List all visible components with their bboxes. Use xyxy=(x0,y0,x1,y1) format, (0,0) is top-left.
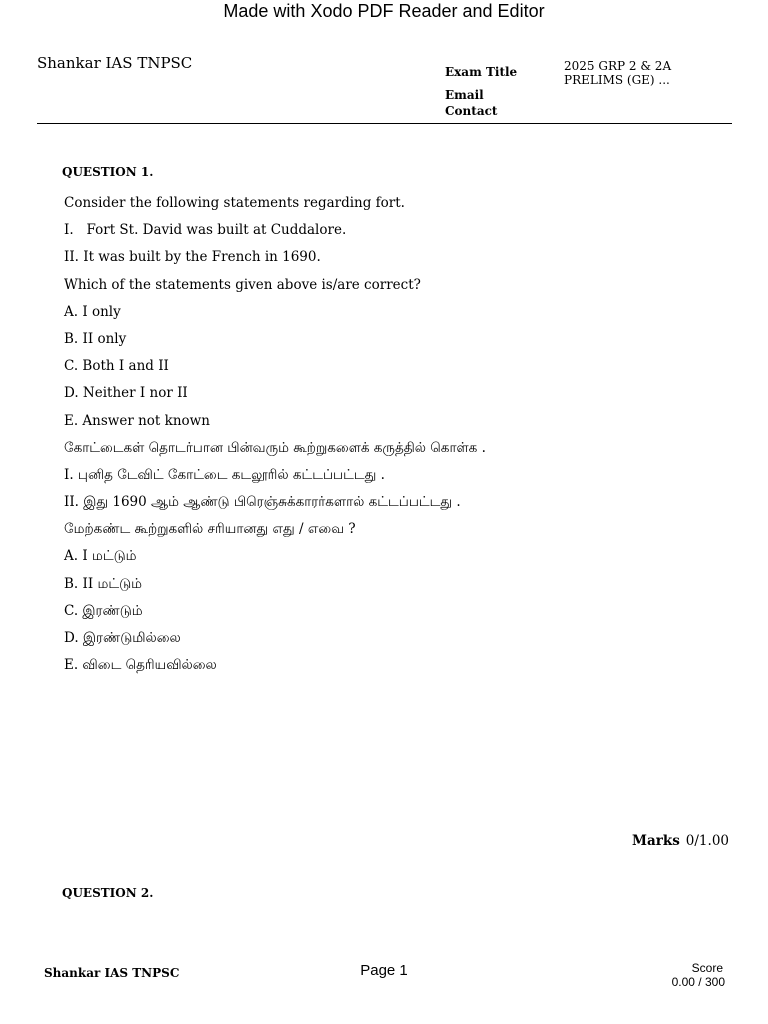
question-2-heading: QUESTION 2. xyxy=(62,886,154,900)
footer-organization: Shankar IAS TNPSC xyxy=(44,966,180,980)
question-1-tamil-option: A. I மட்டும் xyxy=(64,548,137,565)
score-block xyxy=(672,961,725,989)
question-1-tamil-option: E. விடை தெரியவில்லை xyxy=(64,657,217,674)
question-1-body xyxy=(64,192,486,681)
question-1-line: Consider the following statements regarding fort. xyxy=(64,195,405,211)
marks-value: 0/1.00 xyxy=(685,833,729,849)
score-value: 0.00 / 300 xyxy=(671,975,725,989)
question-1-tamil-line: மேற்கண்ட கூற்றுகளில் சரியானது எது / எவை ? xyxy=(64,521,356,538)
question-1-option: B. II only xyxy=(64,330,127,347)
question-1-line: I. Fort St. David was built at Cuddalore. xyxy=(64,222,347,239)
page-number: Page 1 xyxy=(360,962,408,979)
question-1-line: II. It was built by the French in 1690. xyxy=(64,249,321,266)
question-1-tamil-option: D. இரண்டுமில்லை xyxy=(64,630,181,646)
question-1-tamil-option: B. II மட்டும் xyxy=(64,575,142,592)
exam-title-value xyxy=(564,59,694,87)
question-1-marks xyxy=(632,833,729,849)
exam-title-label: Exam Title xyxy=(445,65,518,79)
header-divider xyxy=(37,123,732,124)
xodo-watermark: Made with Xodo PDF Reader and Editor xyxy=(223,1,545,21)
question-1-tamil-line: கோட்டைகள் தொடர்பான பின்வரும் கூற்றுகளைக் கருத்தில் கொள்க . xyxy=(64,439,486,456)
exam-title-value-line1: 2025 GRP 2 & 2A xyxy=(564,59,672,73)
question-1-option: A. I only xyxy=(64,303,121,320)
question-1-option: E. Answer not known xyxy=(64,412,210,429)
question-1-option: D. Neither I nor II xyxy=(64,385,188,402)
question-1-line: Which of the statements given above is/are correct? xyxy=(64,276,421,293)
email-label: Email xyxy=(445,88,484,102)
question-1-tamil-option: C. இரண்டும் xyxy=(64,602,143,619)
marks-label: Marks xyxy=(632,833,680,849)
exam-title-value-line2: PRELIMS (GE) ... xyxy=(564,73,670,87)
question-1-option: C. Both I and II xyxy=(64,358,169,375)
contact-label: Contact xyxy=(445,104,498,118)
question-1-tamil-line: I. புனித டேவிட் கோட்டை கடலூரில் கட்டப்பட்டது . xyxy=(64,466,385,483)
question-1-heading: QUESTION 1. xyxy=(62,165,154,179)
question-1-tamil-line: II. இது 1690 ஆம் ஆண்டு பிரெஞ்சுக்காரர்களால் கட்டப்பட்டது . xyxy=(64,494,461,511)
organization-name: Shankar IAS TNPSC xyxy=(37,54,193,72)
score-label: Score xyxy=(691,961,723,975)
